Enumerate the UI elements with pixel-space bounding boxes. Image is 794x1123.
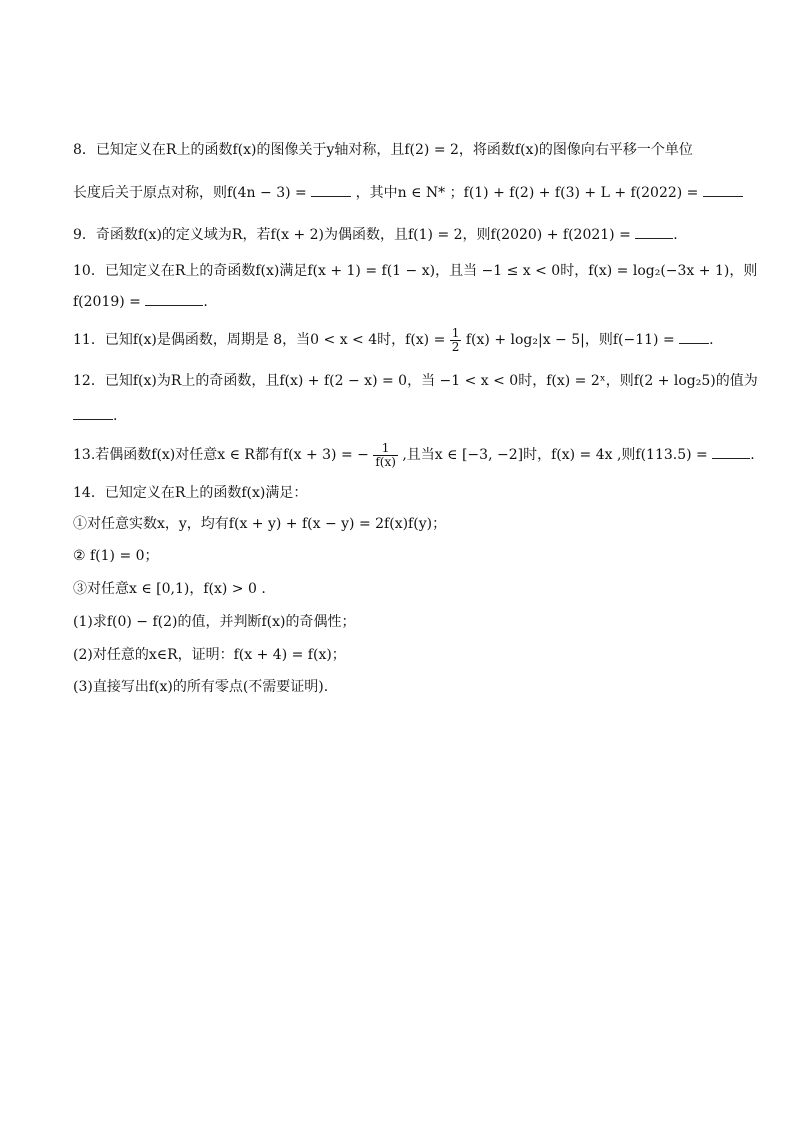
question-9 bbox=[73, 225, 678, 245]
answer-blank[interactable] bbox=[145, 292, 203, 306]
answer-blank[interactable] bbox=[73, 406, 113, 420]
condition-1 bbox=[73, 514, 446, 534]
period: . bbox=[113, 408, 118, 424]
period: . bbox=[673, 227, 678, 243]
question-8-text-2a: 长度后关于原点对称，则f(4n − 3) = bbox=[73, 185, 307, 201]
period: . bbox=[709, 332, 714, 348]
question-8-line-1 bbox=[73, 140, 693, 160]
answer-blank[interactable] bbox=[712, 445, 750, 459]
question-13-text-pre: 13.若偶函数f(x)对任意x ∈ R都有f(x + 3) = − bbox=[73, 447, 369, 463]
question-12-text-1: 12．已知f(x)为R上的奇函数，且f(x) + f(2 − x) = 0，当 −1 < x < 0时，f(x) = 2ˣ，则f(2 + log₂5)的值为 bbox=[73, 373, 758, 389]
fraction-numerator: 1 bbox=[381, 440, 390, 455]
question-11-text-pre: 11．已知f(x)是偶函数，周期是 8，当0 < x < 4时，f(x) = bbox=[73, 332, 446, 348]
question-10-line-2 bbox=[73, 292, 208, 312]
question-10-text-2: f(2019) = bbox=[73, 294, 141, 310]
question-11 bbox=[73, 325, 714, 355]
answer-blank[interactable] bbox=[679, 330, 709, 344]
question-14-text: 14．已知定义在R上的函数f(x)满足： bbox=[73, 485, 308, 501]
condition-3-text: ③对任意x ∈ [0,1)，f(x) > 0 . bbox=[73, 581, 266, 597]
question-11-text-post: f(x) + log₂|x − 5|，则f(−11) = bbox=[465, 332, 675, 348]
condition-2 bbox=[73, 546, 159, 566]
fraction bbox=[450, 327, 462, 354]
fraction-denominator: 2 bbox=[451, 339, 460, 354]
part-3 bbox=[73, 677, 328, 697]
answer-blank[interactable] bbox=[635, 225, 673, 239]
question-10-text-1: 10．已知定义在R上的奇函数f(x)满足f(x + 1) = f(1 − x)，且当 −1 ≤ x < 0时，f(x) = log₂(−3x + 1)，则 bbox=[73, 263, 758, 279]
question-8-text-2b: ，其中n ∈ N* ；f(1) + f(2) + f(3) + L + f(2022) = bbox=[355, 185, 699, 201]
answer-blank[interactable] bbox=[703, 183, 743, 197]
period: . bbox=[203, 294, 208, 310]
answer-blank[interactable] bbox=[311, 183, 351, 197]
fraction-denominator: f(x) bbox=[375, 454, 396, 469]
condition-2-text: ② f(1) = 0； bbox=[73, 548, 159, 564]
question-14-title bbox=[73, 483, 307, 503]
question-10-line-1 bbox=[73, 261, 757, 281]
condition-3 bbox=[73, 579, 266, 599]
part-2 bbox=[73, 645, 346, 665]
part-3-text: (3)直接写出f(x)的所有零点(不需要证明). bbox=[73, 679, 329, 695]
part-2-text: (2)对任意的x∈R，证明：f(x + 4) = f(x)； bbox=[73, 647, 346, 663]
part-1-text: (1)求f(0) − f(2)的值，并判断f(x)的奇偶性； bbox=[73, 614, 356, 630]
part-1 bbox=[73, 612, 356, 632]
period: . bbox=[750, 447, 755, 463]
fraction bbox=[373, 442, 398, 469]
fraction-numerator: 1 bbox=[451, 325, 460, 340]
question-8-line-2 bbox=[73, 183, 743, 203]
question-12-line-1 bbox=[73, 371, 758, 391]
question-13 bbox=[73, 438, 755, 472]
question-8-text-1: 8．已知定义在R上的函数f(x)的图像关于y轴对称，且f(2) = 2，将函数f(x)的图像向右平移一个单位 bbox=[73, 142, 693, 158]
question-9-text: 9．奇函数f(x)的定义域为R，若f(x + 2)为偶函数，且f(1) = 2，则f(2020) + f(2021) = bbox=[73, 227, 631, 243]
question-12-line-2 bbox=[73, 406, 117, 426]
question-13-text-post: ,且当x ∈ [−3, −2]时，f(x) = 4x ,则f(113.5) = bbox=[402, 447, 708, 463]
condition-1-text: ①对任意实数x，y，均有f(x + y) + f(x − y) = 2f(x)f(y)； bbox=[73, 516, 447, 532]
